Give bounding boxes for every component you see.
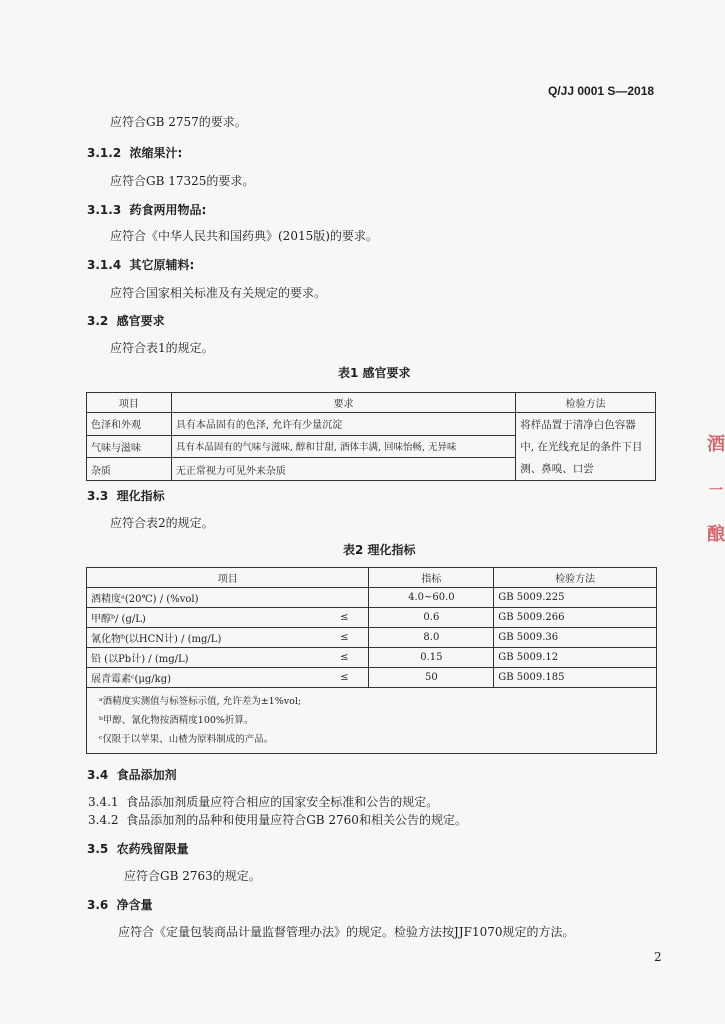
cell-value: 50 — [369, 668, 494, 688]
section-number: 3.6 — [87, 898, 109, 912]
sensory-table — [86, 392, 656, 481]
cell-item: 展青霉素ᶜ(μg/kg) — [87, 668, 320, 688]
cell-operator: ≤ — [319, 668, 369, 688]
section-title: 浓缩果汁: — [129, 146, 183, 160]
header-item: 项目 — [87, 568, 369, 588]
section-number: 3.4 — [87, 768, 109, 782]
table-row — [87, 413, 656, 436]
section-3-1-4-text: 应符合国家相关标准及有关规定的要求。 — [110, 286, 327, 300]
table-note: ᵇ甲醇、氰化物按酒精度100%折算。 — [99, 715, 254, 726]
section-text: 食品添加剂质量应符合相应的国家安全标准和公告的规定。 — [126, 795, 439, 809]
section-number: 3.4.2 — [88, 813, 119, 827]
cell-operator: ≤ — [319, 608, 369, 628]
cell-item: 杂质 — [87, 458, 172, 481]
table-notes — [87, 688, 657, 754]
header-method: 检验方法 — [516, 393, 656, 413]
section-3-4-2 — [88, 811, 467, 828]
method-line: 测、鼻嗅、口尝 — [520, 463, 594, 475]
standard-code: Q/JJ 0001 S—2018 — [548, 84, 655, 98]
section-3-5-text: 应符合GB 2763的规定。 — [124, 869, 261, 883]
section-number: 3.1.4 — [87, 258, 122, 272]
physicochemical-table — [86, 567, 657, 754]
section-3-4-1 — [88, 793, 438, 810]
cell-operator: ≤ — [319, 628, 369, 648]
method-line: 将样品置于清净白色容器 — [520, 419, 636, 431]
page-number: 2 — [654, 950, 662, 964]
section-3-1-2-text: 应符合GB 17325的要求。 — [110, 174, 255, 188]
table-row — [87, 608, 657, 628]
section-number: 3.3 — [87, 489, 109, 503]
method-line: 中, 在光线充足的条件下目 — [520, 441, 643, 453]
table-header-row — [87, 568, 657, 588]
cell-item: 氰化物ᵇ(以HCN计) / (mg/L) — [87, 628, 320, 648]
cell-item: 色泽和外观 — [87, 413, 172, 436]
section-number: 3.1.2 — [87, 146, 122, 160]
section-3-6-heading — [87, 896, 153, 913]
intro-line: 应符合GB 2757的要求。 — [110, 115, 247, 129]
cell-method — [516, 413, 656, 481]
table-row — [87, 668, 657, 688]
cell-requirement: 具有本品固有的气味与滋味, 醇和甘甜, 酒体丰满, 回味怡畅, 无异味 — [171, 435, 515, 458]
table-row — [87, 648, 657, 668]
section-3-3-heading — [87, 487, 165, 504]
seal-char: 酿 — [707, 524, 725, 545]
section-title: 食品添加剂 — [116, 768, 177, 782]
table-row — [87, 588, 657, 608]
section-title: 药食两用物品: — [129, 203, 207, 217]
cell-item: 酒精度ᵃ(20℃) / (%vol) — [87, 588, 369, 608]
section-3-1-2-heading — [87, 144, 182, 161]
cell-value: 0.15 — [369, 648, 494, 668]
cell-method: GB 5009.36 — [494, 628, 657, 648]
table-header-row — [87, 393, 656, 413]
section-3-4-heading — [87, 766, 177, 783]
section-text: 食品添加剂的品种和使用量应符合GB 2760和相关公告的规定。 — [126, 813, 467, 827]
header-item: 项目 — [87, 393, 172, 413]
cell-item: 铅 (以Pb计) / (mg/L) — [87, 648, 320, 668]
section-3-5-heading — [87, 840, 189, 857]
header-method: 检验方法 — [494, 568, 657, 588]
official-seal-fragment — [703, 420, 725, 570]
cell-requirement: 无正常视力可见外来杂质 — [171, 458, 515, 481]
seal-char: 酒 — [707, 434, 725, 455]
section-3-1-3-heading — [87, 201, 206, 218]
cell-method: GB 5009.225 — [494, 588, 657, 608]
cell-item: 气味与滋味 — [87, 435, 172, 458]
cell-value: 0.6 — [369, 608, 494, 628]
section-3-2-heading — [87, 312, 165, 329]
section-title: 感官要求 — [116, 314, 165, 328]
header-indicator: 指标 — [369, 568, 494, 588]
section-number: 3.4.1 — [88, 795, 119, 809]
section-title: 净含量 — [116, 898, 153, 912]
table1-caption: 表1 感官要求 — [338, 366, 411, 380]
cell-operator: ≤ — [319, 648, 369, 668]
header-requirement: 要求 — [171, 393, 515, 413]
section-3-3-text: 应符合表2的规定。 — [110, 516, 214, 530]
section-number: 3.5 — [87, 842, 109, 856]
cell-method: GB 5009.266 — [494, 608, 657, 628]
cell-value: 4.0~60.0 — [369, 588, 494, 608]
seal-char: 一 — [709, 483, 723, 499]
table2-caption: 表2 理化指标 — [343, 543, 416, 557]
cell-item: 甲醇ᵇ/ (g/L) — [87, 608, 320, 628]
section-title: 农药残留限量 — [116, 842, 189, 856]
cell-requirement: 具有本品固有的色泽, 允许有少量沉淀 — [171, 413, 515, 436]
table-note: ᶜ仅限于以苹果、山楂为原料制成的产品。 — [99, 734, 274, 745]
cell-value: 8.0 — [369, 628, 494, 648]
table-row — [87, 628, 657, 648]
section-title: 理化指标 — [116, 489, 165, 503]
section-3-6-text: 应符合《定量包装商品计量监督管理办法》的规定。检验方法按JJF1070规定的方法。 — [118, 925, 575, 939]
section-title: 其它原辅料: — [129, 258, 195, 272]
table-note: ᵃ酒精度实测值与标签标示值, 允许差为±1%vol; — [99, 696, 302, 707]
cell-method: GB 5009.185 — [494, 668, 657, 688]
section-3-1-4-heading — [87, 256, 194, 273]
table-notes-row — [87, 688, 657, 754]
section-3-1-3-text: 应符合《中华人民共和国药典》(2015版)的要求。 — [110, 229, 378, 243]
cell-method: GB 5009.12 — [494, 648, 657, 668]
section-number: 3.2 — [87, 314, 109, 328]
section-number: 3.1.3 — [87, 203, 122, 217]
section-3-2-text: 应符合表1的规定。 — [110, 341, 214, 355]
